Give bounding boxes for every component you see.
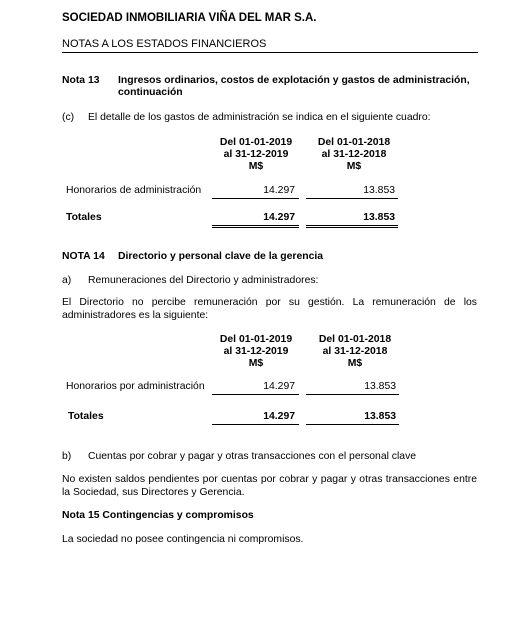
nota14-row-rule-2019 <box>212 394 299 395</box>
nota14-title: Directorio y personal clave de la gerencia <box>118 251 324 262</box>
nota14-b-letter: b) <box>62 451 72 462</box>
nota13-item-text: El detalle de los gastos de administración se indica en el siguiente cuadro: <box>88 112 431 123</box>
nota13-number: Nota 13 <box>62 75 100 86</box>
nota13-total-rule-2019-bottom <box>212 227 299 228</box>
nota14-total-value-2019: 14.297 <box>263 411 295 422</box>
nota14-col2-unit: M$ <box>347 358 363 369</box>
nota13-total-rule-2018-top <box>306 225 398 226</box>
nota14-b-paragraph: No existen saldos pendientes por cuentas por cobrar y pagar y otras transacciones entre la Sociedad, sus Directores y Gerencia. <box>62 474 477 498</box>
nota14-b-text: Cuentas por cobrar y pagar y otras transacciones con el personal clave <box>88 451 417 462</box>
nota13-row-rule-2018 <box>306 198 398 199</box>
company-name: SOCIEDAD INMOBILIARIA VIÑA DEL MAR S.A. <box>62 12 317 24</box>
nota13-col1-unit: M$ <box>248 161 264 172</box>
document-subtitle: NOTAS A LOS ESTADOS FINANCIEROS <box>62 38 267 50</box>
nota13-title-line1: Ingresos ordinarios, costos de explotación y gastos de administración, <box>118 75 470 86</box>
nota14-col2-line1: Del 01-01-2018 <box>318 334 392 345</box>
nota15-heading: Nota 15 Contingencias y compromisos <box>62 510 254 521</box>
nota14-number: NOTA 14 <box>62 251 105 262</box>
nota13-col2-line2: al 31-12-2018 <box>321 149 387 160</box>
nota13-col2-unit: M$ <box>346 161 362 172</box>
nota14-total-label: Totales <box>68 411 104 422</box>
nota13-total-value-2018: 13.853 <box>363 212 395 223</box>
nota13-col2-line1: Del 01-01-2018 <box>317 137 391 148</box>
nota13-total-label: Totales <box>66 212 102 223</box>
nota15-text: La sociedad no posee contingencia ni compromisos. <box>62 534 304 545</box>
nota13-row-value-2018: 13.853 <box>363 185 395 196</box>
nota14-a-letter: a) <box>62 275 72 286</box>
nota14-col1-unit: M$ <box>248 358 264 369</box>
nota13-row-rule-2019 <box>212 198 299 199</box>
nota13-total-rule-2019-top <box>212 225 299 226</box>
nota14-row-value-2019: 14.297 <box>263 381 295 392</box>
nota13-total-rule-2018-bottom <box>306 227 398 228</box>
nota14-total-rule-2019 <box>212 424 299 425</box>
header-rule <box>62 52 478 53</box>
nota13-total-value-2019: 14.297 <box>263 212 295 223</box>
nota14-row-rule-2018 <box>306 394 399 395</box>
nota13-row-value-2019: 14.297 <box>263 185 295 196</box>
nota14-a-text: Remuneraciones del Directorio y administradores: <box>88 275 319 286</box>
nota14-total-value-2018: 13.853 <box>364 411 396 422</box>
nota14-row-label: Honorarios por administración <box>66 381 205 392</box>
nota14-paragraph: El Directorio no percibe remuneración por su gestión. La remuneración de los administradores es la siguiente: <box>62 297 477 321</box>
nota14-total-rule-2018 <box>306 424 399 425</box>
nota14-col2-line2: al 31-12-2018 <box>322 346 388 357</box>
nota13-col1-line2: al 31-12-2019 <box>223 149 289 160</box>
nota13-row-label: Honorarios de administración <box>66 185 202 196</box>
nota13-title-line2: continuación <box>118 87 183 98</box>
nota13-item-letter: (c) <box>62 112 75 123</box>
nota14-col1-line2: al 31-12-2019 <box>223 346 289 357</box>
nota14-row-value-2018: 13.853 <box>364 381 396 392</box>
nota14-col1-line1: Del 01-01-2019 <box>219 334 293 345</box>
nota13-col1-line1: Del 01-01-2019 <box>219 137 293 148</box>
